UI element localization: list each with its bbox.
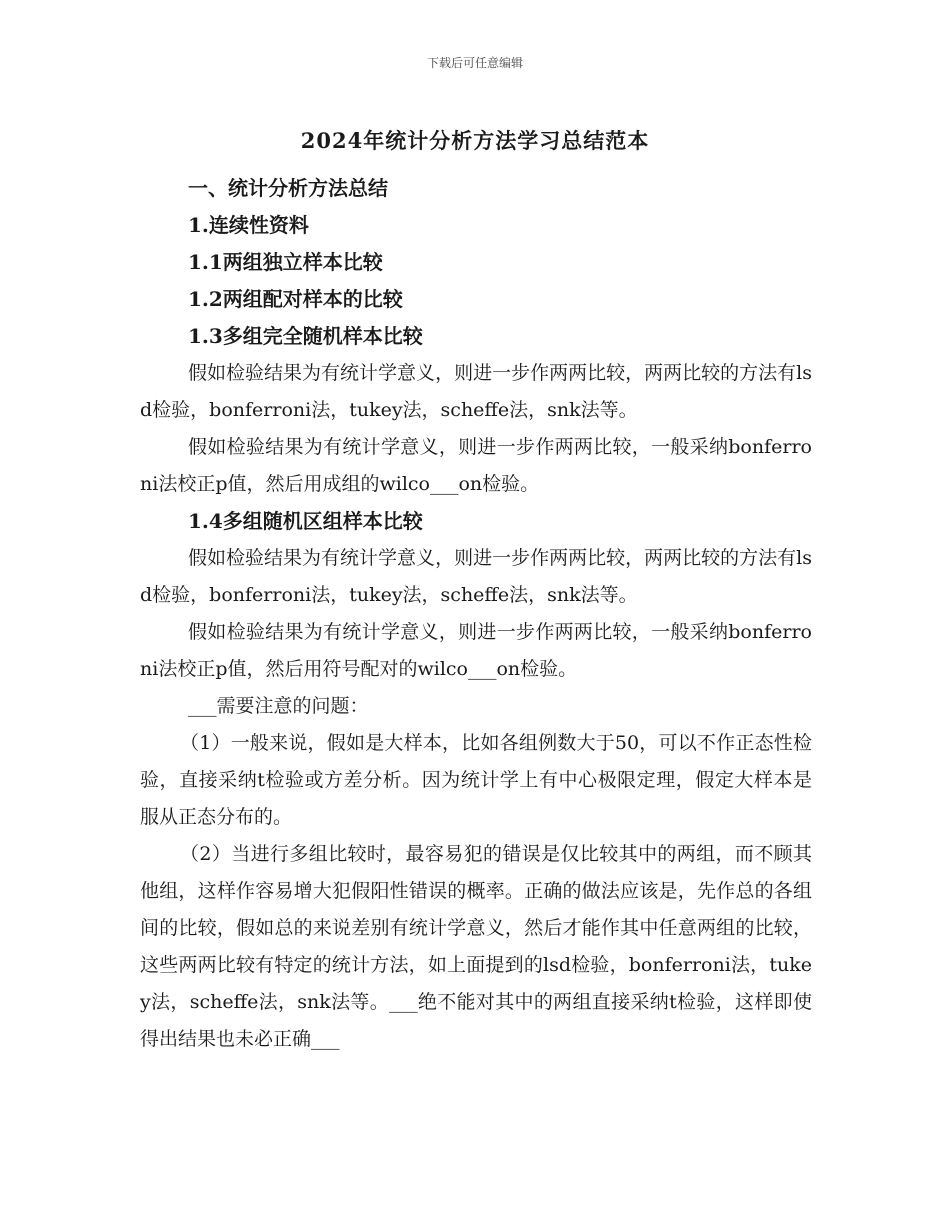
subsubsection-heading-1-2: 1.2两组配对样本的比较 [188, 287, 403, 311]
paragraph: ___需要注意的问题： [188, 695, 369, 717]
paragraph: 假如检验结果为有统计学意义，则进一步作两两比较，两两比较的方法有lsd检验，bonferroni法，tukey法，scheffe法，snk法等。 [140, 547, 812, 606]
subsubsection-heading-1-1: 1.1两组独立样本比较 [188, 250, 383, 274]
subsubsection-heading-1-4: 1.4多组随机区组样本比较 [188, 509, 423, 533]
paragraph: 假如检验结果为有统计学意义，则进一步作两两比较，一般采纳bonferroni法校正p值，然后用符号配对的wilco___on检验。 [140, 621, 812, 680]
paragraph: 假如检验结果为有统计学意义，则进一步作两两比较，一般采纳bonferroni法校正p值，然后用成组的wilco___on检验。 [140, 436, 812, 495]
paragraph-note-1: （1）一般来说，假如是大样本，比如各组例数大于50，可以不作正态性检验，直接采纳t检验或方差分析。因为统计学上有中心极限定理，假定大样本是服从正态分布的。 [140, 732, 812, 828]
section-heading: 一、统计分析方法总结 [188, 176, 388, 200]
document-body [140, 170, 812, 1058]
paragraph: 假如检验结果为有统计学意义，则进一步作两两比较，两两比较的方法有lsd检验，bonferroni法，tukey法，scheffe法，snk法等。 [140, 362, 812, 421]
paragraph-note-2: （2）当进行多组比较时，最容易犯的错误是仅比较其中的两组，而不顾其他组，这样作容易增大犯假阳性错误的概率。正确的做法应该是，先作总的各组间的比较，假如总的来说差别有统计学意义，然后才能作其中任意两组的比较，这些两两比较有特定的统计方法，如上面提到的lsd检验，bonferroni法，tukey法，scheffe法，snk法等。___绝不能对其中的两组直接采纳t检验，这样即使得出结果也未必正确___ [140, 843, 812, 1050]
page-header-note: 下载后可任意编辑 [426, 56, 523, 70]
subsection-heading: 1.连续性资料 [188, 213, 309, 237]
subsubsection-heading-1-3: 1.3多组完全随机样本比较 [188, 324, 423, 348]
document-title: 2024年统计分析方法学习总结范本 [300, 128, 650, 153]
